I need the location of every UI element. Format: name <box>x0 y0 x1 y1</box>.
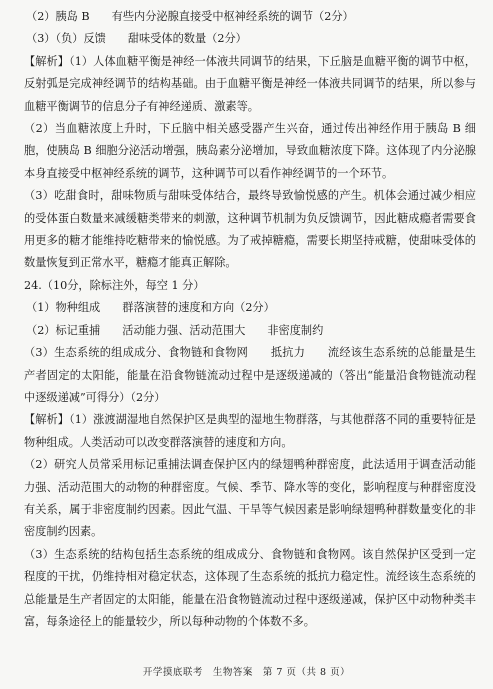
q24-answer-1 <box>24 297 476 319</box>
answer-2-a: （2）胰岛 B <box>26 10 90 23</box>
answer-line-2 <box>24 6 476 28</box>
analysis-paragraph-2: （2）当血糖浓度上升时，下丘脑中相关感受器产生兴奋，通过传出神经作用于胰岛 B 细胞，使胰岛 B 细胞分泌活动增强，胰岛素分泌增加，导致血糖浓度下降。这体现了内分泌腺本身直接受中枢神经系统的调节，这种调节可以看作神经调节的一个环节。 <box>24 122 476 180</box>
analysis-paragraph-6: （3）生态系统的结构包括生态系统的组成成分、食物链和食物网。该自然保护区受到一定程度的干扰，仍维持相对稳定状态，这体现了生态系统的抵抗力稳定性。流经该生态系统的总能量是生产者固定的太阳能，能量在沿食物链流动过程中逐级递减，保护区中动物种类丰富，每条途径上的能量较少，所以每种动物的个体数不多。 <box>24 547 476 628</box>
q24-2-a: （2）标记重捕 <box>26 323 101 337</box>
answer-content <box>24 6 476 633</box>
answer-3-a: （3）（负）反馈 <box>26 32 106 46</box>
analysis-paragraph-4: 【解析】（1）涨渡湖湿地自然保护区是典型的湿地生物群落，与其他群落不同的重要特征是物种组成。人类活动可以改变群落演替的速度和方向。 <box>24 413 476 449</box>
answer-line-3 <box>24 28 476 50</box>
q24-answer-2 <box>24 320 476 342</box>
q24-1-a: （1）物种组成 <box>26 301 101 315</box>
q24-2-b: 活动能力强、活动范围大 <box>122 323 246 337</box>
analysis-paragraph-3: （3）吃甜食时，甜味物质与甜味受体结合，最终导致愉悦感的产生。机体会通过减少相应的受体蛋白数量来减缓糖类带来的刺激，这种调节机制为负反馈调节，因此糖成瘾者需要食用更多的糖才能维持吃糖带来的愉悦感。为了戒掉糖瘾，需要长期坚持戒糖，使甜味受体的数量恢复到正常水平，糖瘾才能真正解除。 <box>24 189 476 270</box>
analysis-paragraph-1: 【解析】（1）人体血糖平衡是神经一体液共同调节的结果，下丘脑是血糖平衡的调节中枢，反射弧是完成神经调节的结构基础。由于血糖平衡是神经一体液共同调节的结果，所以参与血糖平衡调节的信息分子有神经递质、激素等。 <box>24 54 476 113</box>
answer-2-b: 有些内分泌腺直接受中枢神经系统的调节（2分） <box>111 10 354 23</box>
q24-2-c: 非密度制约 <box>267 323 324 337</box>
q24-1-b: 群落演替的速度和方向（2分） <box>122 301 275 315</box>
page-footer: 开学摸底联考 生物答案 第 7 页（共 8 页） <box>142 667 351 678</box>
question-24-header: 24.（10分，除标注外，每空 1 分） <box>24 278 205 292</box>
q24-answer-3: （3）生态系统的组成成分、食物链和食物网 抵抗力 流经该生态系统的总能量是生产者固定的太阳能，能量在沿食物链流动过程中是逐级递减的（答出“能量沿食物链流动程中逐级递减”可得分）（2分） <box>24 346 476 404</box>
answer-3-b: 甜味受体的数量（2分） <box>127 32 247 46</box>
analysis-paragraph-5: （2）研究人员常采用标记重捕法调查保护区内的绿翅鸭种群密度，此法适用于调查活动能力强、活动范围大的动物的种群密度。气候、季节、降水等的变化，影响程度与种群密度没有关系，属于非密度制约因素。因此气温、干旱等气候因素是影响绿翅鸭种群数量变化的非密度制约因素。 <box>24 458 476 539</box>
